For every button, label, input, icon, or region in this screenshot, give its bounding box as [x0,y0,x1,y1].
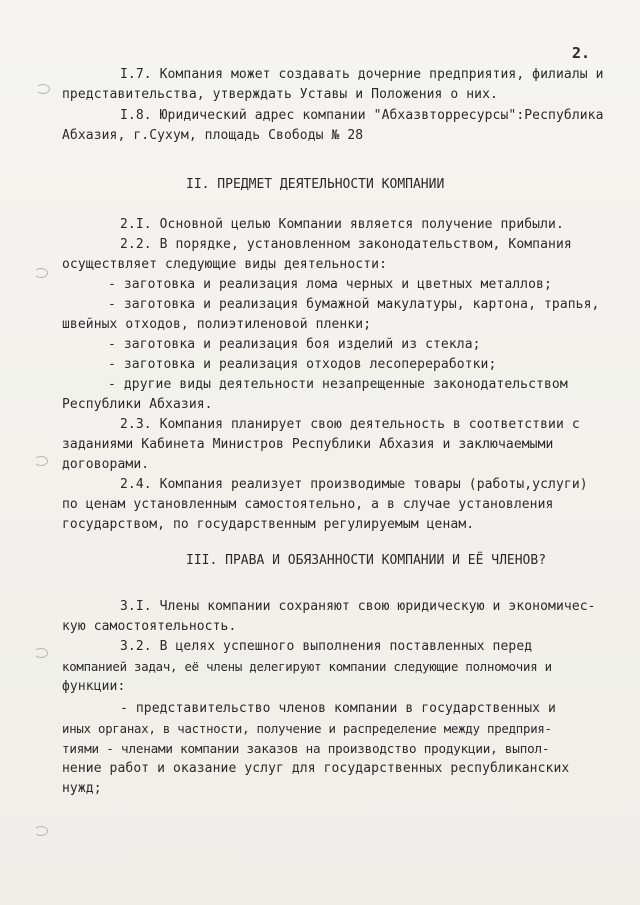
text-line: представительства, утверждать Уставы и Положения о них. [62,87,498,102]
text-line: Республики Абхазия. [62,397,213,412]
text-line: нужд; [62,781,102,796]
punch-hole-mark [34,826,48,836]
text-line: 2.3. Компания планирует свою деятельность в соответствии с [120,417,580,432]
section-heading: II. ПРЕДМЕТ ДЕЯТЕЛЬНОСТИ КОМПАНИИ [186,177,445,192]
text-line: компанией задач, её члены делегируют компании следующие полномочия и [62,660,552,674]
punch-hole-mark [36,84,50,94]
text-line: тиями - членами компании заказов на производство продукции, выпол- [62,741,550,756]
punch-hole-mark [34,268,48,278]
punch-hole-mark [34,648,48,658]
text-line: I.7. Компания может создавать дочерние предприятия, филиалы и [120,67,604,82]
list-item: - заготовка и реализация бумажной макулатуры, картона, трапья, [108,297,600,312]
text-line: 2.I. Основной целью Компании является получение прибыли. [120,217,564,232]
text-line: Абхазия, г.Сухум, площадь Свободы № 28 [62,128,364,143]
page-number: 2. [572,44,591,62]
text-line: кую самостоятельность. [62,619,237,634]
list-item: - представительство членов компании в государственных и [120,701,556,716]
list-item: - заготовка и реализация отходов лесопереработки; [108,357,497,372]
text-line: 2.4. Компания реализует производимые товары (работы,услуги) [120,477,588,492]
section-heading: III. ПРАВА И ОБЯЗАННОСТИ КОМПАНИИ И ЕЁ ЧЛЕНОВ? [186,553,547,568]
list-item: - заготовка и реализация боя изделий из стекла; [108,337,481,352]
text-line: договорами. [62,457,150,472]
punch-hole-mark [34,456,48,466]
text-line: по ценам установленным самостоятельно, а в случае установления [62,497,554,512]
list-item: - заготовка и реализация лома черных и цветных металлов; [108,277,552,292]
text-line: заданиями Кабинета Министров Республики Абхазия и заключаемыми [62,437,554,452]
text-line: нение работ и оказание услуг для государственных республиканских [62,761,570,776]
text-line: 2.2. В порядке, установленном законодательством, Компания [120,237,572,252]
text-line: 3.2. В целях успешного выполнения поставленных перед [120,639,533,654]
text-line: швейных отходов, полиэтиленовой пленки; [62,317,372,332]
text-line: государством, по государственным регулируемым ценам. [62,517,475,532]
text-line: функции: [62,679,126,694]
text-line: 3.I. Члены компании сохраняют свою юридическую и экономичес- [120,599,596,614]
text-line: иных органах, в частности, получение и распределение между предприя- [62,722,552,736]
text-line: I.8. Юридический адрес компании "Абхазвторресурсы":Республика [120,108,604,123]
text-line: осуществляет следующие виды деятельности: [62,257,387,272]
list-item: - другие виды деятельности незапрещенные законодательством [108,377,568,392]
